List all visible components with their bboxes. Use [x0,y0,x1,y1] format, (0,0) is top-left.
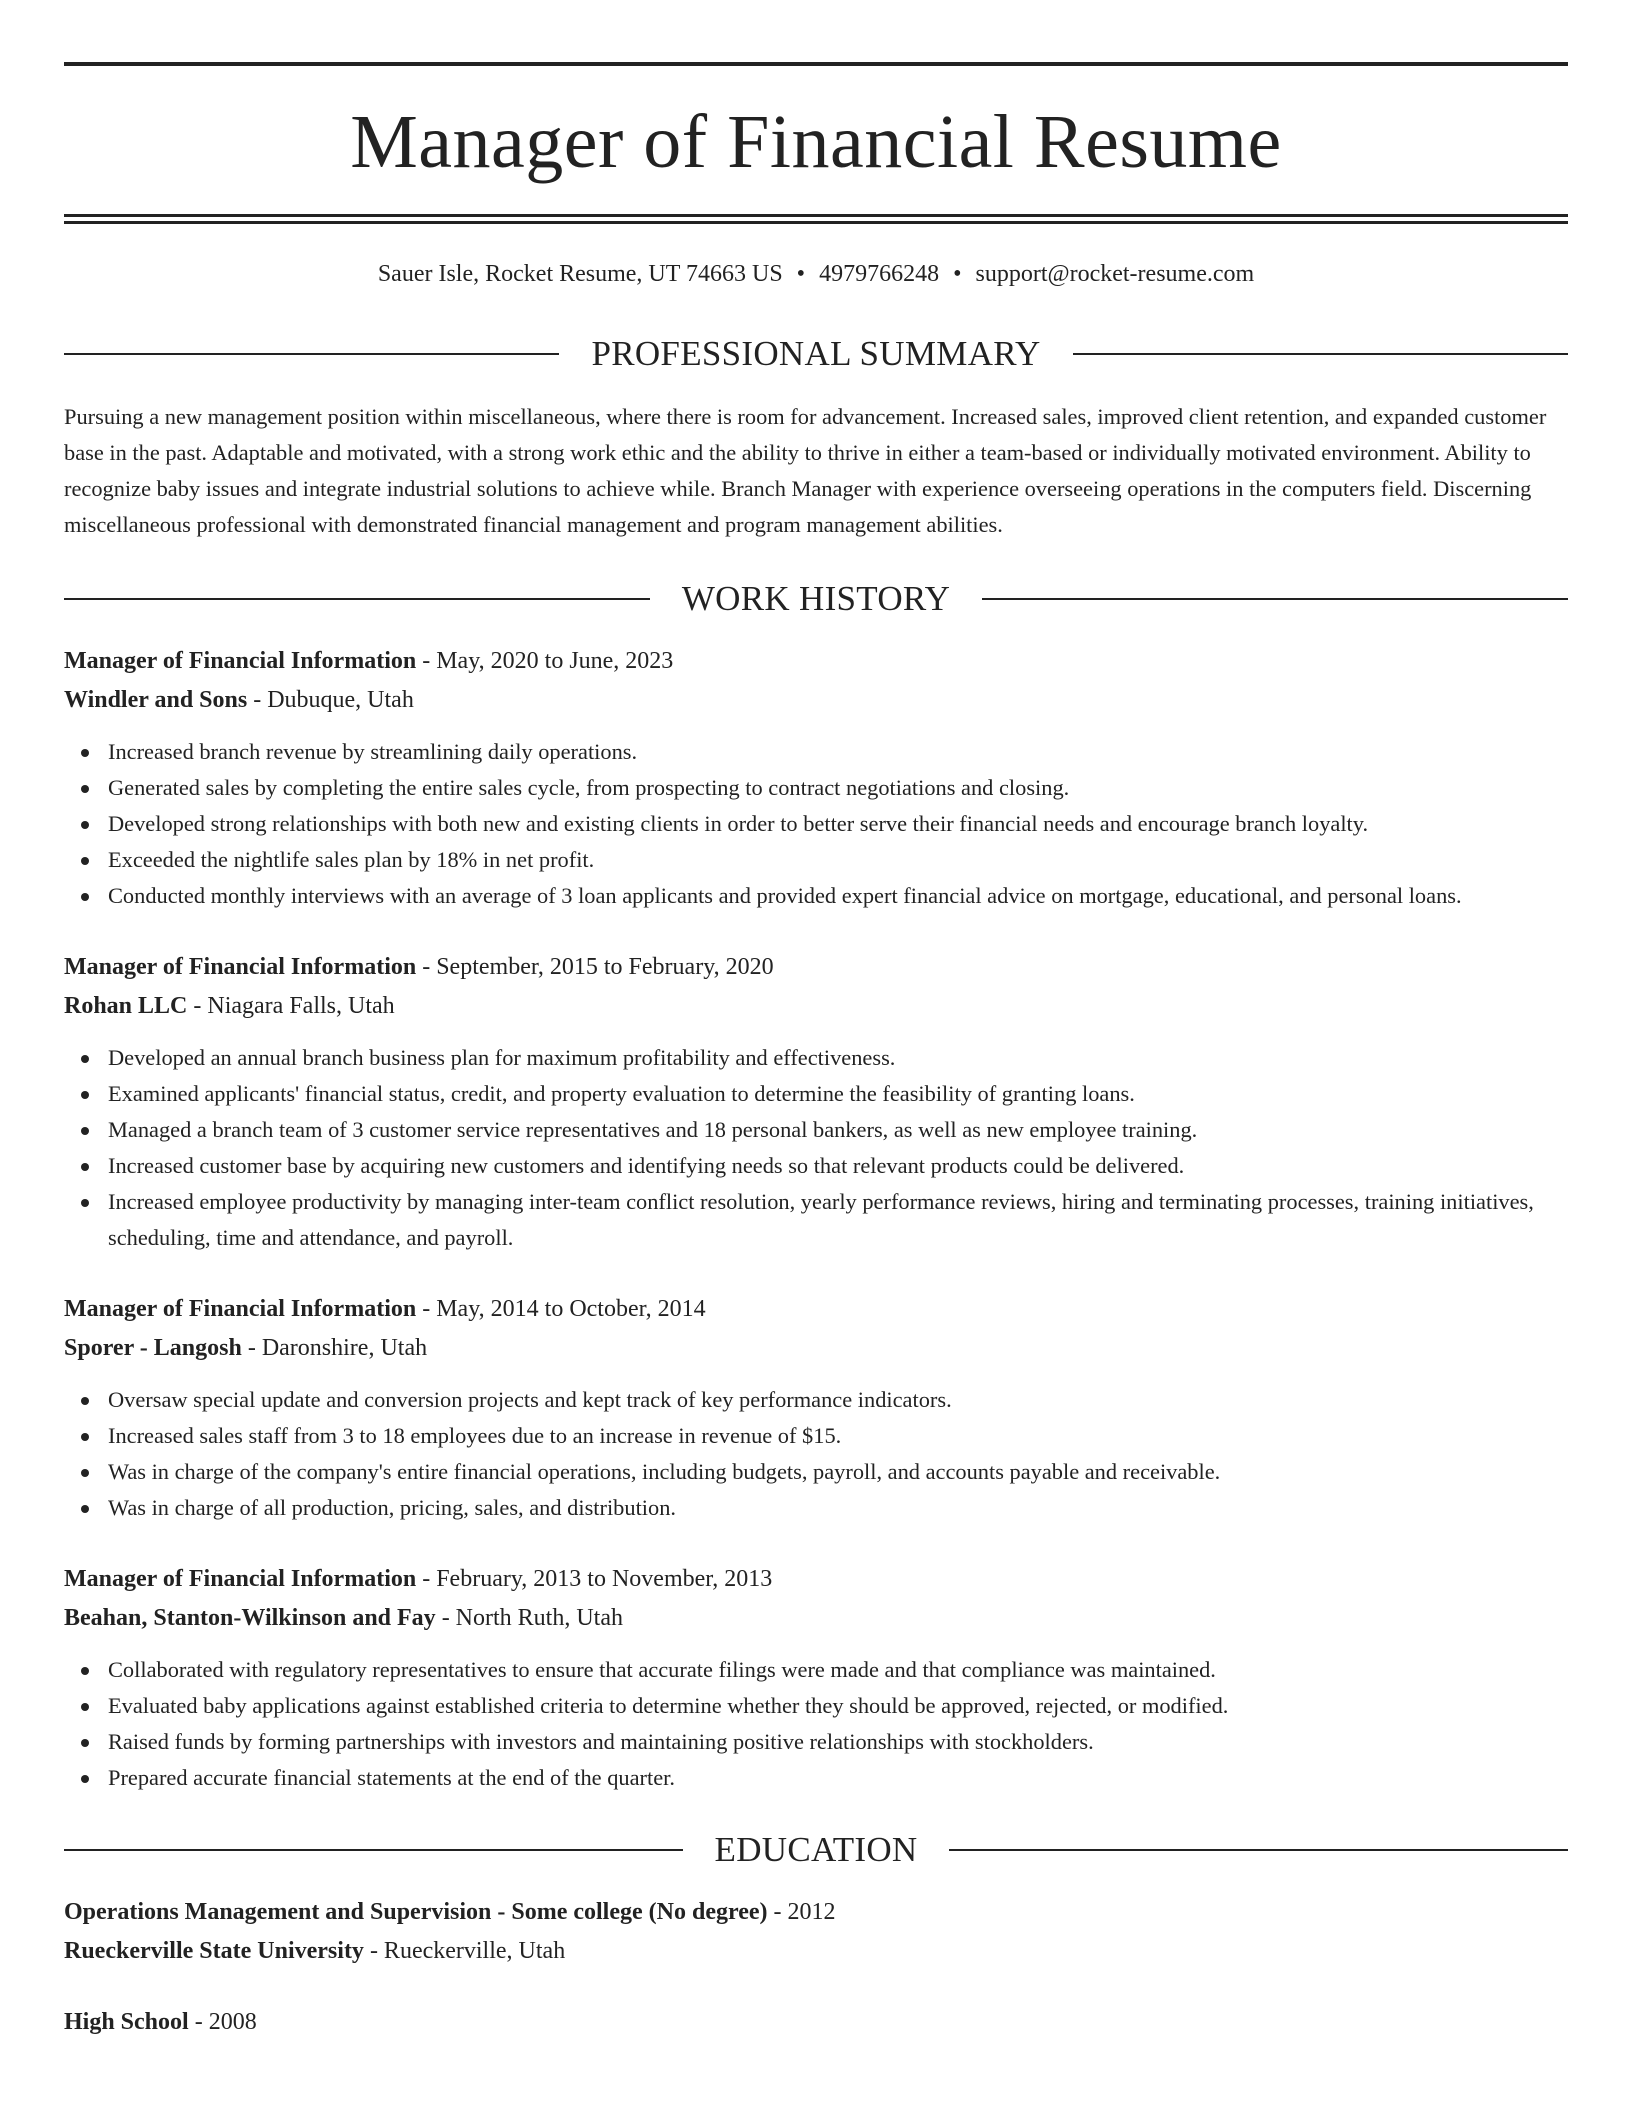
job-title-line [64,1560,1568,1599]
education-location: - Rueckerville, Utah [363,1938,566,1964]
job-dates: - February, 2013 to November, 2013 [416,1566,773,1592]
contact-email: support@rocket-resume.com [975,261,1255,287]
section-rule-left [64,1849,683,1851]
job-company-line [64,1599,1568,1638]
job-bullet-list [64,1382,1568,1526]
education-entry [64,1893,1568,1971]
job-company: Rohan LLC [64,993,188,1019]
contact-line [64,262,1568,286]
title-double-rule [64,214,1568,224]
section-label: EDUCATION [714,1830,918,1869]
work-history-list [64,642,1568,1796]
job-bullet: Increased employee productivity by managing inter-team conflict resolution, yearly performance reviews, hiring and terminating processes, training initiatives, scheduling, time and attendance, and payroll. [64,1184,1568,1256]
contact-separator: • [796,261,806,287]
section-rule-right [949,1849,1568,1851]
job-company-line [64,987,1568,1026]
job-title-line [64,1290,1568,1329]
job-bullet: Generated sales by completing the entire sales cycle, from prospecting to contract negotiations and closing. [64,770,1568,806]
education-entry [64,2003,1568,2042]
job-dates: - September, 2015 to February, 2020 [416,954,774,980]
top-rule [64,62,1568,66]
job-title-line [64,642,1568,681]
job-title: Manager of Financial Information [64,648,417,674]
job-title-line [64,948,1568,987]
job-bullet: Developed an annual branch business plan for maximum profitability and effectiveness. [64,1040,1568,1076]
job-bullet-list [64,1040,1568,1256]
job-title: Manager of Financial Information [64,954,417,980]
job-company: Windler and Sons [64,687,248,713]
job-bullet-list [64,734,1568,914]
job-bullet: Was in charge of all production, pricing, sales, and distribution. [64,1490,1568,1526]
job-location: - Niagara Falls, Utah [187,993,395,1019]
section-label: PROFESSIONAL SUMMARY [591,334,1041,373]
job-company-line [64,681,1568,720]
job-company-line [64,1329,1568,1368]
education-school: Rueckerville State University [64,1938,364,1964]
job-bullet: Collaborated with regulatory representatives to ensure that accurate filings were made and that compliance was maintained. [64,1652,1568,1688]
job-entry [64,642,1568,914]
job-entry [64,948,1568,1256]
job-dates: - May, 2014 to October, 2014 [416,1296,706,1322]
job-bullet: Increased branch revenue by streamlining daily operations. [64,734,1568,770]
job-bullet: Evaluated baby applications against established criteria to determine whether they should be approved, rejected, or modified. [64,1688,1568,1724]
job-bullet: Was in charge of the company's entire financial operations, including budgets, payroll, and accounts payable and receivable. [64,1454,1568,1490]
section-heading-work [64,581,1568,616]
job-entry [64,1290,1568,1526]
job-bullet: Increased sales staff from 3 to 18 employees due to an increase in revenue of $15. [64,1418,1568,1454]
job-title: Manager of Financial Information [64,1566,417,1592]
contact-address: Sauer Isle, Rocket Resume, UT 74663 US [377,261,783,287]
job-bullet: Raised funds by forming partnerships with investors and maintaining positive relationships with stockholders. [64,1724,1568,1760]
contact-separator: • [953,261,962,287]
contact-phone: 4979766248 [819,261,940,287]
job-bullet: Prepared accurate financial statements at the end of the quarter. [64,1760,1568,1796]
job-location: - Daronshire, Utah [241,1335,428,1361]
job-bullet: Examined applicants' financial status, credit, and property evaluation to determine the feasibility of granting loans. [64,1076,1568,1112]
job-bullet-list [64,1652,1568,1796]
section-rule-left [64,353,559,355]
job-company: Beahan, Stanton-Wilkinson and Fay [64,1605,436,1631]
section-heading-summary [64,336,1568,371]
job-location: - North Ruth, Utah [435,1605,623,1631]
job-location: - Dubuque, Utah [247,687,414,713]
job-bullet: Managed a branch team of 3 customer service representatives and 18 personal bankers, as well as new employee training. [64,1112,1568,1148]
education-degree: Operations Management and Supervision - Some college (No degree) [64,1899,768,1925]
section-heading-education [64,1832,1568,1867]
section-rule-right [982,598,1568,600]
section-label: WORK HISTORY [681,579,951,618]
education-year: - 2008 [188,2009,257,2035]
job-bullet: Oversaw special update and conversion projects and kept track of key performance indicators. [64,1382,1568,1418]
education-list [64,1893,1568,2042]
education-degree: High School [64,2009,189,2035]
section-rule-right [1073,353,1568,355]
education-degree-line [64,2003,1568,2042]
job-bullet: Conducted monthly interviews with an average of 3 loan applicants and provided expert financial advice on mortgage, educational, and personal loans. [64,878,1568,914]
education-school-line [64,1932,1568,1971]
job-bullet: Increased customer base by acquiring new customers and identifying needs so that relevant products could be delivered. [64,1148,1568,1184]
job-title: Manager of Financial Information [64,1296,417,1322]
job-bullet: Exceeded the nightlife sales plan by 18% in net profit. [64,842,1568,878]
section-rule-left [64,598,650,600]
education-degree-line [64,1893,1568,1932]
job-entry [64,1560,1568,1796]
job-bullet: Developed strong relationships with both new and existing clients in order to better serve their financial needs and encourage branch loyalty. [64,806,1568,842]
summary-text: Pursuing a new management position within miscellaneous, where there is room for advancement. Increased sales, improved client retention, and expanded customer base in the past. Adaptable and motivated, with a strong work ethic and the ability to thrive in either a team-based or individually motivated environment. Ability to recognize baby issues and integrate industrial solutions to achieve while. Branch Manager with experience overseeing operations in the computers field. Discerning miscellaneous professional with demonstrated financial management and program management abilities. [64,404,1547,537]
resume-title: Manager of Financial Resume [350,100,1282,184]
job-company: Sporer - Langosh [64,1335,242,1361]
education-year: - 2012 [767,1899,836,1925]
job-dates: - May, 2020 to June, 2023 [416,648,674,674]
